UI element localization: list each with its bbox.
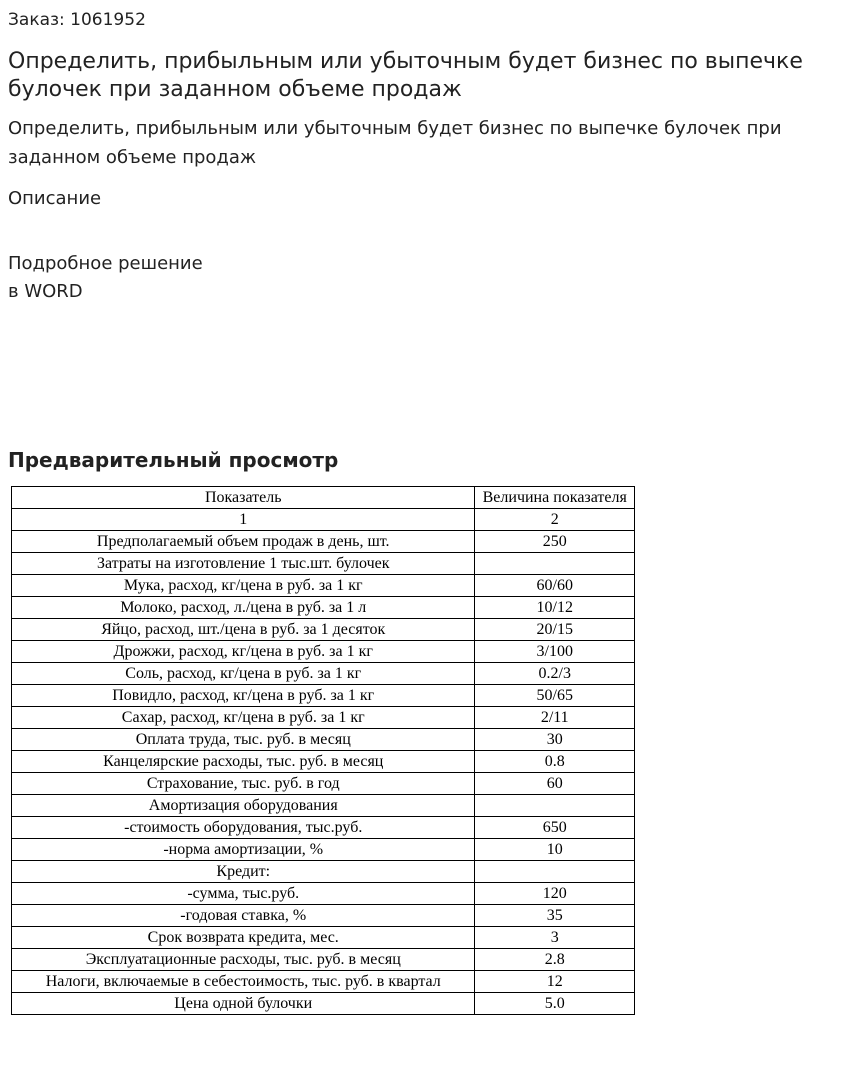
indicator-cell: Канцелярские расходы, тыс. руб. в месяц [12, 751, 475, 773]
indicator-cell: Соль, расход, кг/цена в руб. за 1 кг [12, 663, 475, 685]
indicator-cell: Затраты на изготовление 1 тыс.шт. булочек [12, 553, 475, 575]
indicator-cell: Дрожжи, расход, кг/цена в руб. за 1 кг [12, 641, 475, 663]
value-cell [475, 553, 635, 575]
solution-line-2: в WORD [8, 281, 83, 302]
numbering-col-2: 2 [475, 509, 635, 531]
table-row [12, 993, 635, 1015]
value-cell: 0.8 [475, 751, 635, 773]
solution-line-1: Подробное решение [8, 253, 203, 274]
table-row [12, 971, 635, 993]
indicator-cell: -норма амортизации, % [12, 839, 475, 861]
value-cell: 10/12 [475, 597, 635, 619]
table-row [12, 597, 635, 619]
indicator-cell: Молоко, расход, л./цена в руб. за 1 л [12, 597, 475, 619]
table-header-row [12, 487, 635, 509]
table-row [12, 685, 635, 707]
value-cell: 0.2/3 [475, 663, 635, 685]
page-title: Определить, прибыльным или убыточным будет бизнес по выпечке булочек при заданном объеме продаж [8, 49, 803, 102]
indicator-cell: Цена одной булочки [12, 993, 475, 1015]
value-cell [475, 861, 635, 883]
indicator-cell: Яйцо, расход, шт./цена в руб. за 1 десяток [12, 619, 475, 641]
preview-heading: Предварительный просмотр [8, 448, 339, 472]
indicator-cell: Повидло, расход, кг/цена в руб. за 1 кг [12, 685, 475, 707]
table-row [12, 729, 635, 751]
value-cell: 60/60 [475, 575, 635, 597]
value-cell: 12 [475, 971, 635, 993]
solution-info [8, 250, 203, 306]
table-row [12, 553, 635, 575]
indicator-cell: Срок возврата кредита, мес. [12, 927, 475, 949]
header-value: Величина показателя [475, 487, 635, 509]
indicator-cell: -сумма, тыс.руб. [12, 883, 475, 905]
table-row [12, 949, 635, 971]
indicator-cell: Эксплуатационные расходы, тыс. руб. в месяц [12, 949, 475, 971]
value-cell: 35 [475, 905, 635, 927]
table-row [12, 927, 635, 949]
indicator-cell: Мука, расход, кг/цена в руб. за 1 кг [12, 575, 475, 597]
value-cell: 10 [475, 839, 635, 861]
indicator-cell: Сахар, расход, кг/цена в руб. за 1 кг [12, 707, 475, 729]
value-cell: 50/65 [475, 685, 635, 707]
value-cell: 5.0 [475, 993, 635, 1015]
table-row [12, 619, 635, 641]
table-row [12, 883, 635, 905]
indicator-cell: Предполагаемый объем продаж в день, шт. [12, 531, 475, 553]
indicator-cell: Оплата труда, тыс. руб. в месяц [12, 729, 475, 751]
table-row [12, 531, 635, 553]
preview-table-body [12, 487, 635, 1015]
value-cell: 650 [475, 817, 635, 839]
table-row [12, 575, 635, 597]
value-cell: 3 [475, 927, 635, 949]
value-cell: 2/11 [475, 707, 635, 729]
indicator-cell: Кредит: [12, 861, 475, 883]
value-cell: 60 [475, 773, 635, 795]
value-cell: 20/15 [475, 619, 635, 641]
table-row [12, 905, 635, 927]
value-cell: 30 [475, 729, 635, 751]
table-row [12, 839, 635, 861]
value-cell: 250 [475, 531, 635, 553]
table-row [12, 773, 635, 795]
order-number: Заказ: 1061952 [8, 10, 146, 30]
table-row [12, 707, 635, 729]
indicator-cell: Амортизация оборудования [12, 795, 475, 817]
value-cell: 3/100 [475, 641, 635, 663]
table-row [12, 641, 635, 663]
table-row [12, 861, 635, 883]
numbering-col-1: 1 [12, 509, 475, 531]
value-cell [475, 795, 635, 817]
table-row [12, 817, 635, 839]
indicator-cell: Налоги, включаемые в себестоимость, тыс. руб. в квартал [12, 971, 475, 993]
page-subtitle: Определить, прибыльным или убыточным будет бизнес по выпечке булочек при заданном объеме продаж [8, 118, 782, 168]
indicator-cell: -годовая ставка, % [12, 905, 475, 927]
header-indicator: Показатель [12, 487, 475, 509]
description-label: Описание [8, 188, 102, 209]
table-row [12, 795, 635, 817]
indicator-cell: -стоимость оборудования, тыс.руб. [12, 817, 475, 839]
value-cell: 120 [475, 883, 635, 905]
table-numbering-row [12, 509, 635, 531]
table-row [12, 663, 635, 685]
indicator-cell: Страхование, тыс. руб. в год [12, 773, 475, 795]
preview-table [11, 486, 635, 1015]
table-row [12, 751, 635, 773]
value-cell: 2.8 [475, 949, 635, 971]
